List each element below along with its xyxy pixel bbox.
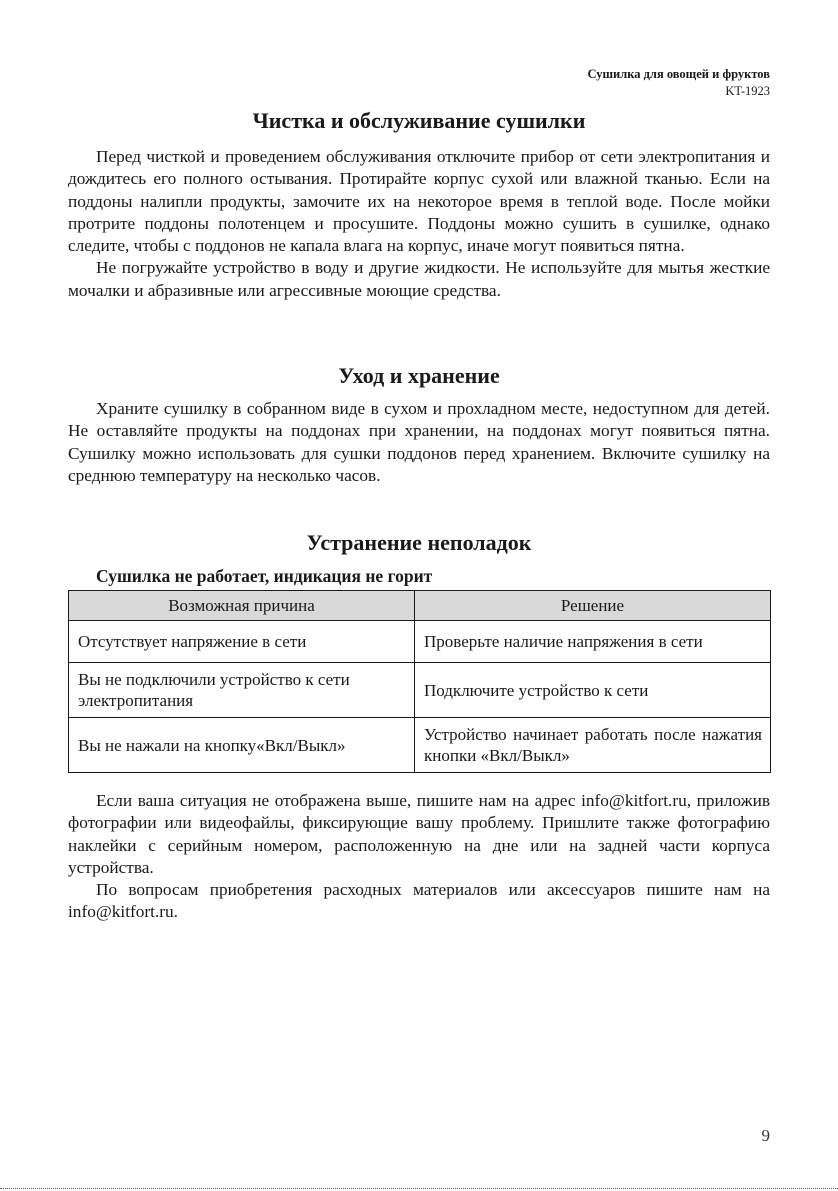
page-number: 9 bbox=[761, 1126, 770, 1145]
contact-paragraph-1: Если ваша ситуация не отображена выше, пишите нам на адрес info@kitfort.ru, приложив фотографии или видеофайлы, фиксирующие вашу проблему. Пришлите также фотографию наклейки с серийным номером, расположенную на дне или на задней части корпуса устройства. bbox=[68, 791, 770, 877]
troubleshooting-heading: Устранение неполадок bbox=[306, 530, 532, 555]
cause-cell: Вы не подключили устройство к сети электропитания bbox=[69, 663, 415, 718]
page-bottom-rule bbox=[0, 1188, 838, 1189]
solution-cell: Подключите устройство к сети bbox=[415, 663, 771, 718]
running-header bbox=[587, 66, 770, 100]
contact-paragraph-2: По вопросам приобретения расходных материалов или аксессуаров пишите нам на info@kitfort.ru. bbox=[68, 880, 770, 922]
storage-paragraph-1: Храните сушилку в собранном виде в сухом и прохладном месте, недоступном для детей. Не оставляйте продукты на поддонах при хранении, на поддонах могут появиться пятна. Сушилку можно использовать для сушки поддонов перед хранением. Включите сушилку на среднюю температуру на несколько часов. bbox=[68, 399, 770, 485]
troubleshooting-subheading: Сушилка не работает, индикация не горит bbox=[96, 566, 433, 586]
cause-cell: Вы не нажали на кнопку«Вкл/Выкл» bbox=[69, 718, 415, 773]
cleaning-heading: Чистка и обслуживание сушилки bbox=[252, 108, 586, 133]
cleaning-body bbox=[68, 146, 770, 302]
storage-heading: Уход и хранение bbox=[338, 363, 500, 388]
header-model-number: KT-1923 bbox=[725, 84, 770, 98]
cleaning-paragraph-2: Не погружайте устройство в воду и другие жидкости. Не используйте для мытья жесткие мочалки и абразивные или агрессивные моющие средства. bbox=[68, 258, 770, 300]
cause-cell: Отсутствует напряжение в сети bbox=[69, 621, 415, 663]
column-header-solution: Решение bbox=[415, 591, 771, 621]
table-row bbox=[69, 621, 771, 663]
storage-body bbox=[68, 398, 770, 487]
header-product-name: Сушилка для овощей и фруктов bbox=[587, 67, 770, 81]
cleaning-paragraph-1: Перед чисткой и проведением обслуживания отключите прибор от сети электропитания и дождитесь его полного остывания. Протирайте корпус сухой или влажной тканью. Если на поддоны налипли продукты, замочите их на некоторое время в теплой воде. После мойки протрите поддоны полотенцем и просушите. Поддоны можно сушить в сушилке, однако следите, чтобы с поддонов не капала влага на корпус, иначе могут появиться пятна. bbox=[68, 147, 770, 256]
table-row bbox=[69, 718, 771, 773]
column-header-cause: Возможная причина bbox=[69, 591, 415, 621]
solution-cell: Устройство начинает работать после нажатия кнопки «Вкл/Выкл» bbox=[415, 718, 771, 773]
contact-body bbox=[68, 790, 770, 924]
solution-cell: Проверьте наличие напряжения в сети bbox=[415, 621, 771, 663]
table-row bbox=[69, 663, 771, 718]
table-header-row bbox=[69, 591, 771, 621]
troubleshooting-table bbox=[68, 590, 771, 773]
